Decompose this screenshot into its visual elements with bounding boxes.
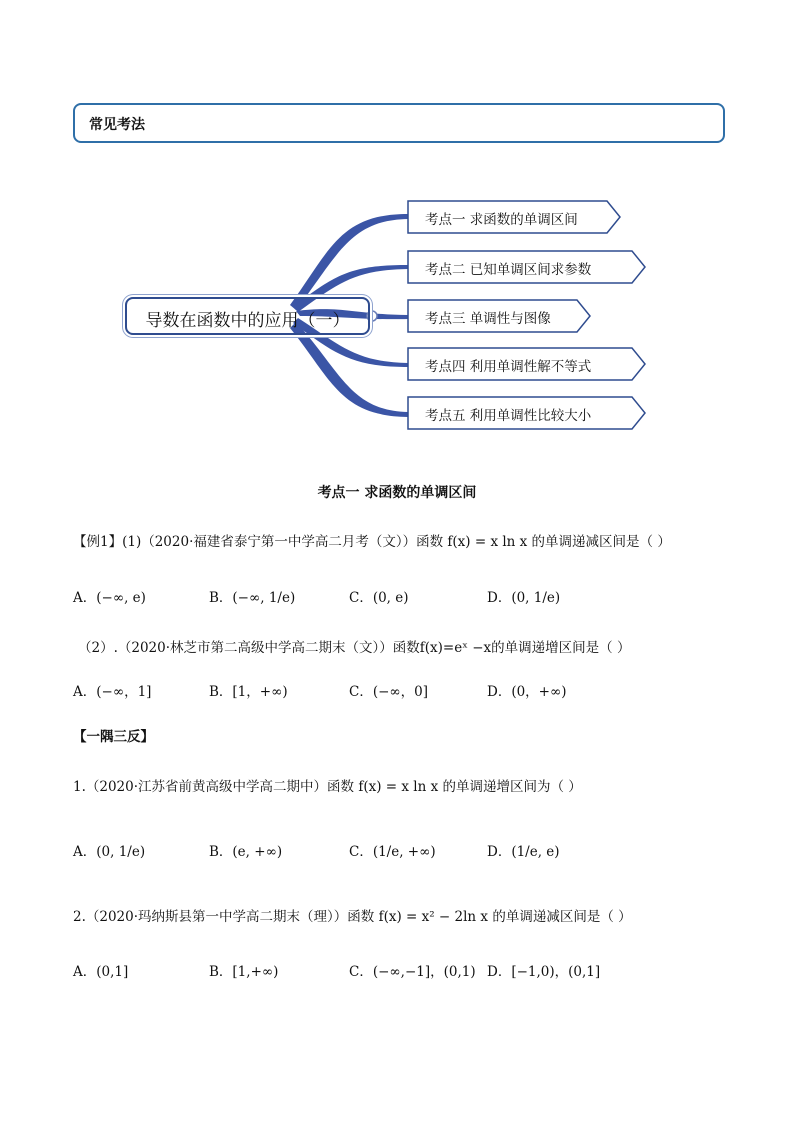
section-title: 考点一 求函数的单调区间	[317, 485, 477, 501]
practice-q1-option-a: A．(0, 1/e)	[73, 844, 146, 860]
practice-q2-option-b: B．[1,+∞)	[209, 964, 279, 980]
practice-q2-option-d: D．[−1,0)，(0,1]	[487, 964, 601, 980]
practice-q2-option-a: A．(0,1]	[73, 964, 129, 980]
mindmap-root	[125, 297, 370, 335]
mindmap-branch-label: 考点四 利用单调性解不等式	[425, 359, 592, 375]
example1-q2-option-d: D．(0，+∞)	[487, 684, 567, 700]
mindmap-branch-4	[407, 347, 647, 381]
mindmap-branch-2	[407, 250, 647, 284]
practice-q1-option-d: D．(1/e, e)	[487, 844, 560, 860]
practice-question1: 1.（2020·江苏省前黄高级中学高二期中）函数 f(x) = x ln x 的单调递增区间为（ ）	[73, 779, 582, 795]
example1-q2-option-b: B．[1，+∞)	[209, 684, 288, 700]
practice-q1-option-c: C．(1/e, +∞)	[349, 844, 436, 860]
mindmap-branch-label: 考点三 单调性与图像	[425, 311, 551, 327]
example1-q1-option-b: B．(−∞, 1/e)	[209, 590, 296, 606]
example1-question2: （2）.（2020·林芝市第二高级中学高二期末（文））函数f(x)=eˣ −x的单调递增区间是（ ）	[78, 640, 631, 656]
example1-question1: 【例1】(1)（2020·福建省泰宁第一中学高二月考（文））函数 f(x) = x ln x 的单调递减区间是（ ）	[73, 534, 671, 550]
example1-q1-option-a: A．(−∞, e)	[73, 590, 146, 606]
mindmap-branch-1	[407, 200, 622, 234]
example1-q2-option-a: A．(−∞，1]	[73, 684, 152, 700]
section-header-box	[73, 103, 725, 143]
section-header-title: 常见考法	[89, 117, 145, 133]
example1-q1-option-d: D．(0, 1/e)	[487, 590, 561, 606]
example1-q1-option-c: C．(0, e)	[349, 590, 409, 606]
mindmap-root-label: 导数在函数中的应用（一）	[145, 311, 350, 331]
practice-question2: 2.（2020·玛纳斯县第一中学高二期末（理））函数 f(x) = x² − 2ln x 的单调递减区间是（ ）	[73, 909, 632, 925]
mindmap-branch-label: 考点一 求函数的单调区间	[425, 212, 578, 228]
mindmap-connectors	[0, 185, 794, 445]
mindmap-branch-5	[407, 396, 647, 430]
practice-heading: 【一隅三反】	[73, 729, 154, 745]
mindmap-branch-3	[407, 299, 592, 333]
mindmap-branch-label: 考点二 已知单调区间求参数	[425, 262, 592, 278]
practice-q1-option-b: B．(e, +∞)	[209, 844, 283, 860]
example1-q2-option-c: C．(−∞，0]	[349, 684, 429, 700]
mindmap-branch-label: 考点五 利用单调性比较大小	[425, 408, 592, 424]
practice-q2-option-c: C．(−∞,−1]，(0,1)	[349, 964, 476, 980]
